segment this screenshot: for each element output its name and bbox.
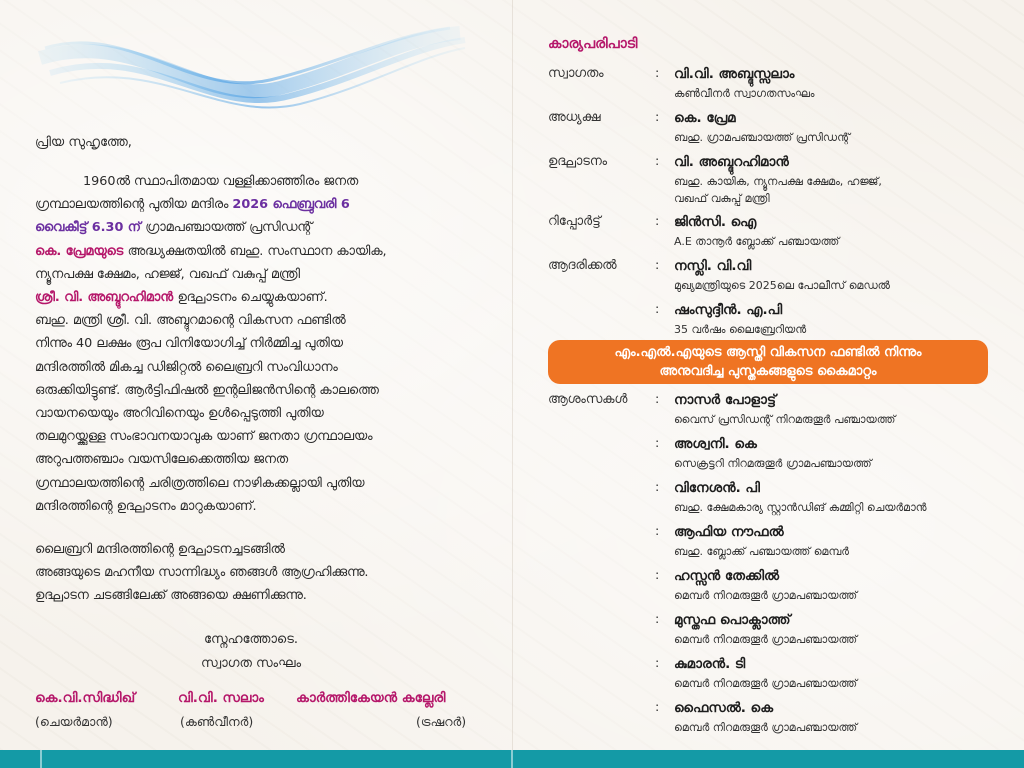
speaker-name: ഹസ്സൻ തേക്കിൽ	[674, 568, 780, 584]
speaker-designation	[674, 411, 994, 428]
banner-line-2: അനുവദിച്ച പുസ്തകങ്ങളുടെ കൈമാറ്റം	[659, 364, 877, 379]
letter-line	[35, 448, 480, 471]
separator-colon: :	[655, 700, 660, 715]
book-handover-banner	[548, 340, 988, 384]
speaker-name: വി. അബ്ദുറഹിമാൻ	[674, 154, 789, 170]
signoff-text: സ്നേഹത്തോടെ.	[203, 632, 298, 647]
letter-text: ഗ്രാമപഞ്ചായത്ത് പ്രസിഡന്റ്	[145, 220, 313, 236]
highlight-date: വൈകീട്ട് 6.30 ന്	[35, 220, 146, 236]
letter-text: ബഹു. മന്ത്രി ശ്രീ. വി. അബ്ദുറമാന്റെ വികസന ഫണ്ടിൽ	[35, 313, 346, 329]
letter-paragraph-1	[35, 170, 480, 518]
letter-line	[35, 402, 480, 425]
speaker-name: നാസർ പോളാട്ട്	[674, 392, 777, 408]
letter-text: ഉദ്ഘാടനം ചെയ്യുകയാണ്.	[177, 290, 328, 306]
speaker-name: അശ്വനി. കെ	[674, 436, 757, 452]
programme-role: ഉദ്ഘാടനം	[548, 154, 608, 169]
signatory-convener-role: (കൺവീനർ)	[180, 714, 254, 729]
speaker-designation	[674, 543, 994, 560]
programme-role: അധ്യക്ഷ	[548, 110, 601, 125]
programme-role: ആദരിക്കൽ	[548, 258, 617, 273]
speaker-name: നസ്ലി. വി.വി	[674, 258, 752, 274]
separator-colon: :	[655, 302, 660, 317]
speaker-designation	[674, 321, 994, 338]
speaker-name: മുസ്തഫ പൊക്ലാത്ത്	[674, 612, 791, 628]
letter-line	[35, 240, 480, 263]
separator-colon: :	[655, 656, 660, 671]
signatory-treasurer-role: (ട്രഷറർ)	[416, 714, 467, 729]
letter-text: 1960ൽ സ്ഥാപിതമായ വള്ളിക്കാഞ്ഞിരം ജനത	[83, 174, 359, 189]
committee-name: സ്വാഗത സംഘം	[200, 656, 302, 671]
separator-colon: :	[655, 392, 660, 407]
speaker-designation	[674, 499, 994, 516]
designation-line: കൺവീനർ സ്വാഗതസംഘം	[674, 87, 815, 100]
letter-line	[35, 495, 480, 518]
letter-line	[35, 193, 480, 216]
speaker-designation	[674, 587, 994, 604]
fold-line	[512, 0, 513, 750]
letter-line	[35, 538, 480, 561]
letter-text: വായനയെയും അറിവിനെയും ഉൾപ്പെടുത്തി പുതിയ	[35, 406, 324, 422]
letter-text: മന്ദിരത്തിൽ മികച്ച ഡിജിറ്റൽ ലൈബ്രറി സംവിധാനം	[35, 359, 338, 375]
letter-text: ഒരുക്കിയിട്ടുണ്ട്. ആർട്ടിഫിഷൽ ഇന്റലിജൻസിന്റെ കാലത്തെ	[35, 382, 379, 398]
letter-text: അങ്ങയുടെ മഹനീയ സാന്നിദ്ധ്യം ഞങ്ങൾ ആഗ്രഹിക്കുന്നു.	[35, 565, 369, 581]
separator-colon: :	[655, 568, 660, 583]
speaker-name: ഫൈസൽ. കെ	[674, 700, 774, 716]
designation-line: ബഹു. ക്ഷേമകാര്യ സ്റ്റാൻഡിങ് കമ്മിറ്റി ചെയർമാൻ	[674, 501, 927, 514]
separator-colon: :	[655, 154, 660, 169]
designation-line: സെക്രട്ടറി നിറമരുതൂർ ഗ്രാമപഞ്ചായത്ത്	[674, 457, 872, 470]
letter-text: ഗ്രന്ഥാലയത്തിന്റെ പുതിയ മന്ദിരം	[35, 197, 233, 213]
letter-paragraph-2	[35, 538, 480, 608]
speaker-designation	[674, 129, 994, 146]
speaker-name: ആഫിയ നൗഫൽ	[674, 524, 784, 540]
speaker-name: ഷംസുദ്ദീൻ. എ.പി	[674, 302, 783, 318]
speaker-designation	[674, 233, 994, 250]
designation-line: വഖഫ് വകുപ്പ് മന്ത്രി	[674, 192, 770, 205]
speaker-designation	[674, 719, 994, 736]
letter-text: അറുപത്തഞ്ചാം വയസിലേക്കെത്തിയ ജനത	[35, 452, 288, 468]
letter-greeting: പ്രിയ സുഹൃത്തേ,	[35, 135, 132, 150]
designation-line: ബഹു. കായിക, ന്യൂനപക്ഷ ക്ഷേമം, ഹജ്ജ്,	[674, 175, 882, 188]
separator-colon: :	[655, 612, 660, 627]
separator-colon: :	[655, 214, 660, 229]
programme-title: കാര്യപരിപാടി	[548, 36, 638, 52]
separator-colon: :	[655, 480, 660, 495]
designation-line: മെമ്പർ നിറമരുതൂർ ഗ്രാമപഞ്ചായത്ത്	[674, 633, 858, 646]
letter-line	[35, 309, 480, 332]
letter-line	[35, 584, 480, 607]
speaker-designation	[674, 277, 994, 294]
letter-line	[35, 425, 480, 448]
separator-colon: :	[655, 436, 660, 451]
letter-text: മന്ദിരത്തിന്റെ ഉദ്ഘാടനം മാറുകയാണ്.	[35, 498, 257, 514]
wave-decoration	[20, 18, 470, 128]
separator-colon: :	[655, 110, 660, 125]
letter-text: ന്യൂനപക്ഷ ക്ഷേമം, ഹജ്ജ്, വഖഫ് വകുപ്പ് മന്ത്രി	[35, 266, 300, 282]
signatory-treasurer-name: കാർത്തികേയൻ കല്ലേരി	[296, 690, 446, 706]
footer-bar	[0, 750, 1024, 768]
letter-line	[35, 216, 480, 239]
programme-role: സ്വാഗതം	[548, 66, 604, 81]
programme-role: റിപ്പോർട്ട്	[548, 214, 601, 229]
footer-divider	[511, 750, 513, 768]
designation-line: വൈസ് പ്രസിഡന്റ് നിറമരുതൂർ പഞ്ചായത്ത്	[674, 413, 896, 426]
designation-line: മുഖ്യമന്ത്രിയുടെ 2025ലെ പോലീസ് മെഡൽ	[674, 279, 890, 292]
speaker-name: ജിൻസി. ഐ	[674, 214, 757, 230]
programme-role: ആശംസകൾ	[548, 392, 628, 407]
letter-line	[35, 472, 480, 495]
designation-line: A.E താനൂർ ബ്ലോക്ക് പഞ്ചായത്ത്	[674, 235, 840, 248]
designation-line: ബഹു. ബ്ലോക്ക് പഞ്ചായത്ത് മെമ്പർ	[674, 545, 849, 558]
speaker-designation	[674, 85, 994, 102]
letter-text: തലമുറയ്ക്കുള്ള സംഭാവനയാവുക യാണ് ജനതാ ഗ്രന്ഥാലയം	[35, 429, 373, 445]
designation-line: 35 വർഷം ലൈബ്രേറിയൻ	[674, 323, 807, 336]
highlight-date: 2026 ഫെബ്രുവരി 6	[232, 197, 350, 213]
signoff-block	[0, 628, 512, 676]
highlight-name: ശ്രീ. വി. അബ്ദുറഹിമാൻ	[35, 290, 178, 306]
highlight-name: കെ. പ്രേമയുടെ	[35, 243, 128, 259]
speaker-name: വിനേശൻ. പി	[674, 480, 760, 496]
signatory-convener-name: വി.വി. സലാം	[178, 690, 264, 706]
signatory-chairman-role: (ചെയർമാൻ)	[35, 714, 113, 729]
designation-line: മെമ്പർ നിറമരുതൂർ ഗ്രാമപഞ്ചായത്ത്	[674, 721, 858, 734]
separator-colon: :	[655, 258, 660, 273]
letter-text: ഗ്രന്ഥാലയത്തിന്റെ ചരിത്രത്തിലെ നാഴികക്കല്ലായി പുതിയ	[35, 475, 365, 491]
letter-line	[35, 561, 480, 584]
letter-text: ലൈബ്രറി മന്ദിരത്തിന്റെ ഉദ്ഘാടനച്ചടങ്ങിൽ	[35, 542, 285, 557]
designation-line: മെമ്പർ നിറമരുതൂർ ഗ്രാമപഞ്ചായത്ത്	[674, 589, 858, 602]
banner-line-1: എം.എൽ.എയുടെ ആസ്തി വികസന ഫണ്ടിൽ നിന്നും	[614, 345, 922, 360]
letter-line	[35, 332, 480, 355]
letter-text: നിന്നും 40 ലക്ഷം രൂപ വിനിയോഗിച്ച് നിർമ്മിച്ച പുതിയ	[35, 336, 343, 352]
letter-line	[35, 286, 480, 309]
letter-text: അദ്ധ്യക്ഷതയിൽ ബഹു. സംസ്ഥാന കായിക,	[127, 243, 387, 259]
speaker-name: വി.വി. അബ്ദുസ്സലാം	[674, 66, 795, 82]
footer-divider	[40, 750, 42, 768]
letter-line	[35, 356, 480, 379]
designation-line: മെമ്പർ നിറമരുതൂർ ഗ്രാമപഞ്ചായത്ത്	[674, 677, 858, 690]
letter-line	[35, 379, 480, 402]
letter-line	[35, 170, 480, 193]
separator-colon: :	[655, 66, 660, 81]
speaker-name: കുമാരൻ. ടി	[674, 656, 746, 672]
speaker-name: കെ. പ്രേമ	[674, 110, 736, 126]
designation-line: ബഹു. ഗ്രാമപഞ്ചായത്ത് പ്രസിഡന്റ്	[674, 131, 851, 144]
speaker-designation	[674, 455, 994, 472]
speaker-designation	[674, 675, 994, 692]
signatory-chairman-name: കെ.വി.സിദ്ധിഖ്	[35, 690, 136, 706]
letter-text: ഉദ്ഘാടന ചടങ്ങിലേക്ക് അങ്ങയെ ക്ഷണിക്കുന്നു.	[35, 588, 307, 604]
speaker-designation	[674, 173, 994, 207]
separator-colon: :	[655, 524, 660, 539]
letter-line	[35, 263, 480, 286]
speaker-designation	[674, 631, 994, 648]
